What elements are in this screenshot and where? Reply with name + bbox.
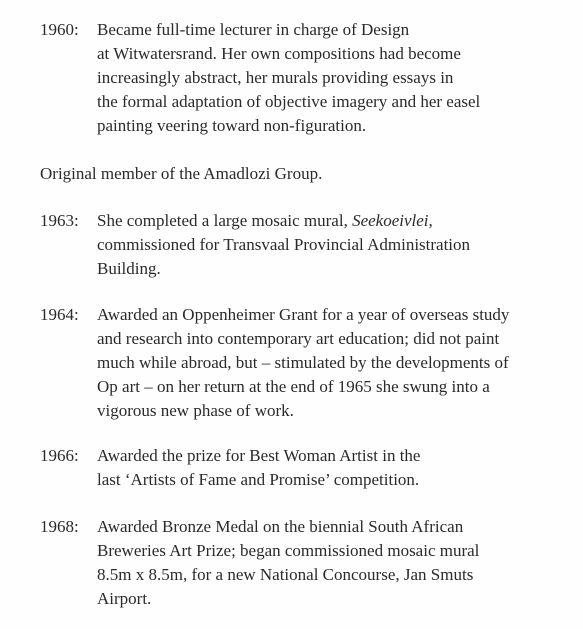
timeline-entry-1964 bbox=[40, 303, 575, 423]
entry-line: increasingly abstract, her murals providing essays in bbox=[97, 68, 454, 87]
entry-line: painting veering toward non-figuration. bbox=[97, 116, 367, 135]
entry-line: at Witwatersrand. Her own compositions had become bbox=[97, 44, 461, 63]
entry-line: Awarded the prize for Best Woman Artist in the bbox=[97, 446, 421, 465]
entry-line: Airport. bbox=[97, 589, 152, 608]
entry-line: the formal adaptation of objective imagery and her easel bbox=[97, 92, 481, 111]
entry-year: 1966: bbox=[40, 446, 79, 465]
entry-year: 1963: bbox=[40, 211, 79, 230]
entry-line: Op art – on her return at the end of 1965 she swung into a bbox=[97, 377, 490, 396]
entry-line bbox=[97, 209, 575, 233]
entry-line: last ‘Artists of Fame and Promise’ competition. bbox=[97, 470, 420, 489]
entry-line: much while abroad, but – stimulated by the developments of bbox=[97, 353, 509, 372]
entry-line: Awarded Bronze Medal on the biennial South African bbox=[97, 517, 464, 536]
entry-text bbox=[97, 444, 575, 492]
entry-line-prefix: She completed a large mosaic mural, bbox=[97, 211, 353, 230]
timeline-entry-1968 bbox=[40, 515, 575, 611]
artwork-title: Seekoeivlei, bbox=[352, 211, 433, 230]
entry-year: 1964: bbox=[40, 305, 79, 324]
entry-text bbox=[97, 303, 575, 423]
entry-line: and research into contemporary art education; did not paint bbox=[97, 329, 500, 348]
entry-line: Became full-time lecturer in charge of Design bbox=[97, 20, 410, 39]
timeline-entry-1960 bbox=[40, 18, 575, 138]
entry-year: 1960: bbox=[40, 20, 79, 39]
entry-year: 1968: bbox=[40, 517, 79, 536]
timeline-entry-1963 bbox=[40, 209, 575, 281]
entry-line: vigorous new phase of work. bbox=[97, 401, 294, 420]
entry-line: Breweries Art Prize; began commissioned mosaic mural bbox=[97, 541, 480, 560]
entry-text bbox=[97, 515, 575, 611]
entry-line: Building. bbox=[97, 259, 161, 278]
standalone-statement: Original member of the Amadlozi Group. bbox=[40, 164, 323, 183]
entry-line: 8.5m x 8.5m, for a new National Concourse, Jan Smuts bbox=[97, 565, 474, 584]
entry-text bbox=[97, 209, 575, 281]
timeline-entry-1966 bbox=[40, 444, 575, 492]
entry-text bbox=[97, 18, 575, 138]
entry-line: Awarded an Oppenheimer Grant for a year of overseas study bbox=[97, 305, 510, 324]
entry-line: commissioned for Transvaal Provincial Administration bbox=[97, 235, 471, 254]
